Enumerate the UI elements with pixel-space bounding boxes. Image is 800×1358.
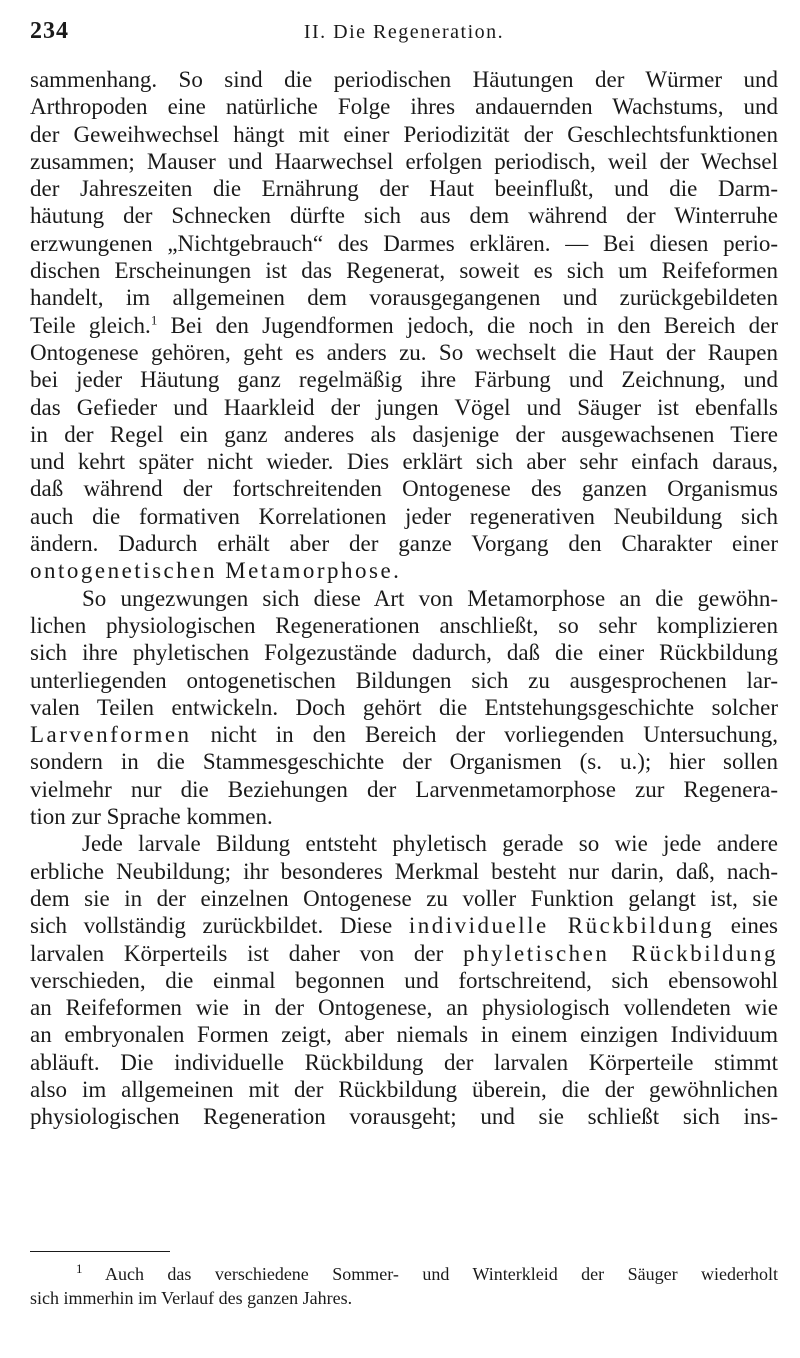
text-line: an embryonalen Formen zeigt, aber niemals in einem einzigen Individuum <box>30 1022 778 1048</box>
text-line: also im allgemeinen mit der Rückbildung überein, die der gewöhnlichen <box>30 1076 778 1102</box>
text-line <box>30 912 778 939</box>
text-line: sich ihre phyletischen Folgezustände dadurch, daß die einer Rückbildung <box>30 640 778 666</box>
text-line: bei jeder Häutung ganz regelmäßig ihre Färbung und Zeichnung, und <box>30 367 778 393</box>
text-line: ändern. Dadurch erhält aber der ganze Vorgang den Charakter einer <box>30 531 778 557</box>
text-segment: Bei den Jugendformen jedoch, die noch in den Bereich der <box>157 312 778 338</box>
text-segment: sich vollständig zurückbildet. Diese <box>30 913 393 939</box>
footnote <box>30 1262 778 1310</box>
text-line: Arthropoden eine natürliche Folge ihres andauernden Wachstums, und <box>30 94 778 120</box>
running-title: II. Die Regeneration. <box>303 21 505 43</box>
text-line <box>30 721 778 748</box>
text-line: vielmehr nur die Beziehungen der Larvenmetamorphose zur Regenera- <box>30 776 778 802</box>
text-line <box>30 312 778 339</box>
page-number: 234 <box>30 18 69 44</box>
emphasized-term: individuelle Rückbildung <box>408 913 715 939</box>
text-line: und kehrt später nicht wieder. Dies erklärt sich aber sehr einfach daraus, <box>30 449 778 475</box>
text-line: in der Regel ein ganz anderes als dasjenige der ausgewachsenen Tiere <box>30 421 778 447</box>
text-line: häutung der Schnecken dürfte sich aus dem während der Winterruhe <box>30 203 778 229</box>
text-line: dischen Erscheinungen ist das Regenerat, soweit es sich um Reifeformen <box>30 258 778 284</box>
text-segment: Teile gleich. <box>30 312 151 338</box>
text-line: ontogenetischen Metamorphose. <box>30 558 402 584</box>
footnote-reference[interactable]: 1 <box>150 312 158 328</box>
footnote-line: sich immerhin im Verlauf des ganzen Jahres. <box>30 1288 353 1308</box>
text-line: So ungezwungen sich diese Art von Metamorphose an die gewöhn- <box>82 585 778 611</box>
text-line <box>30 940 778 967</box>
text-line: sondern in die Stammesgeschichte der Organismen (s. u.); hier sollen <box>30 749 778 775</box>
text-line: tion zur Sprache kommen. <box>30 804 273 830</box>
text-line: unterliegenden ontogenetischen Bildungen sich zu ausgesprochenen lar- <box>30 667 778 693</box>
text-line: physiologischen Regeneration vorausgeht; und sie schließt sich ins- <box>30 1104 778 1130</box>
text-line: Jede larvale Bildung entsteht phyletisch gerade so wie jede andere <box>82 831 778 857</box>
text-line: Ontogenese gehören, geht es anders zu. So wechselt die Haut der Raupen <box>30 339 778 365</box>
text-line: der Jahreszeiten die Ernährung der Haut beeinflußt, und die Darm- <box>30 176 778 202</box>
text-line: daß während der fortschreitenden Ontogenese des ganzen Organismus <box>30 476 778 502</box>
text-line: erzwungenen „Nichtgebrauch“ des Darmes erklären. — Bei diesen perio- <box>30 230 778 256</box>
text-line: das Gefieder und Haarkleid der jungen Vögel und Säuger ist ebenfalls <box>30 394 778 420</box>
emphasized-term: phyletischen Rückbildung <box>463 940 778 966</box>
text-line: der Geweihwechsel hängt mit einer Periodizität der Geschlechtsfunktionen <box>30 121 778 147</box>
body-text <box>30 66 778 1131</box>
emphasized-term: Larvenformen <box>30 722 192 748</box>
text-segment: nicht in den Bereich der vorliegenden Untersuchung, <box>191 722 778 748</box>
text-line: zusammen; Mauser und Haarwechsel erfolgen periodisch, weil der Wechsel <box>30 148 778 174</box>
page-header <box>30 18 778 52</box>
text-line: an Reifeformen wie in der Ontogenese, an physiologisch vollendeten wie <box>30 995 778 1021</box>
footnote-text: Auch das verschiedene Sommer- und Winterkleid der Säuger wiederholt <box>104 1264 778 1284</box>
text-line: dem sie in der einzelnen Ontogenese zu voller Funktion gelangt ist, sie <box>30 885 778 911</box>
text-line: verschieden, die einmal begonnen und fortschreitend, sich ebensowohl <box>30 967 778 993</box>
footnote-marker: 1 <box>76 1262 83 1276</box>
text-line: handelt, im allgemeinen dem vorausgegangenen und zurückgebildeten <box>30 285 778 311</box>
text-segment: eines <box>714 913 778 939</box>
text-line: auch die formativen Korrelationen jeder regenerativen Neubildung sich <box>30 503 778 529</box>
text-line: sammenhang. So sind die periodischen Häutungen der Würmer und <box>30 67 778 92</box>
footnote-divider <box>30 1251 170 1252</box>
text-segment: larvalen Körperteils ist daher von der <box>30 940 444 966</box>
text-line: abläuft. Die individuelle Rückbildung der larvalen Körperteile stimmt <box>30 1049 778 1075</box>
footnote-line <box>30 1262 778 1286</box>
text-line: erbliche Neubildung; ihr besonderes Merkmal besteht nur darin, daß, nach- <box>30 858 778 884</box>
text-line: valen Teilen entwickeln. Doch gehört die Entstehungsgeschichte solcher <box>30 694 778 720</box>
text-line: lichen physiologischen Regenerationen anschließt, so sehr komplizieren <box>30 612 778 638</box>
